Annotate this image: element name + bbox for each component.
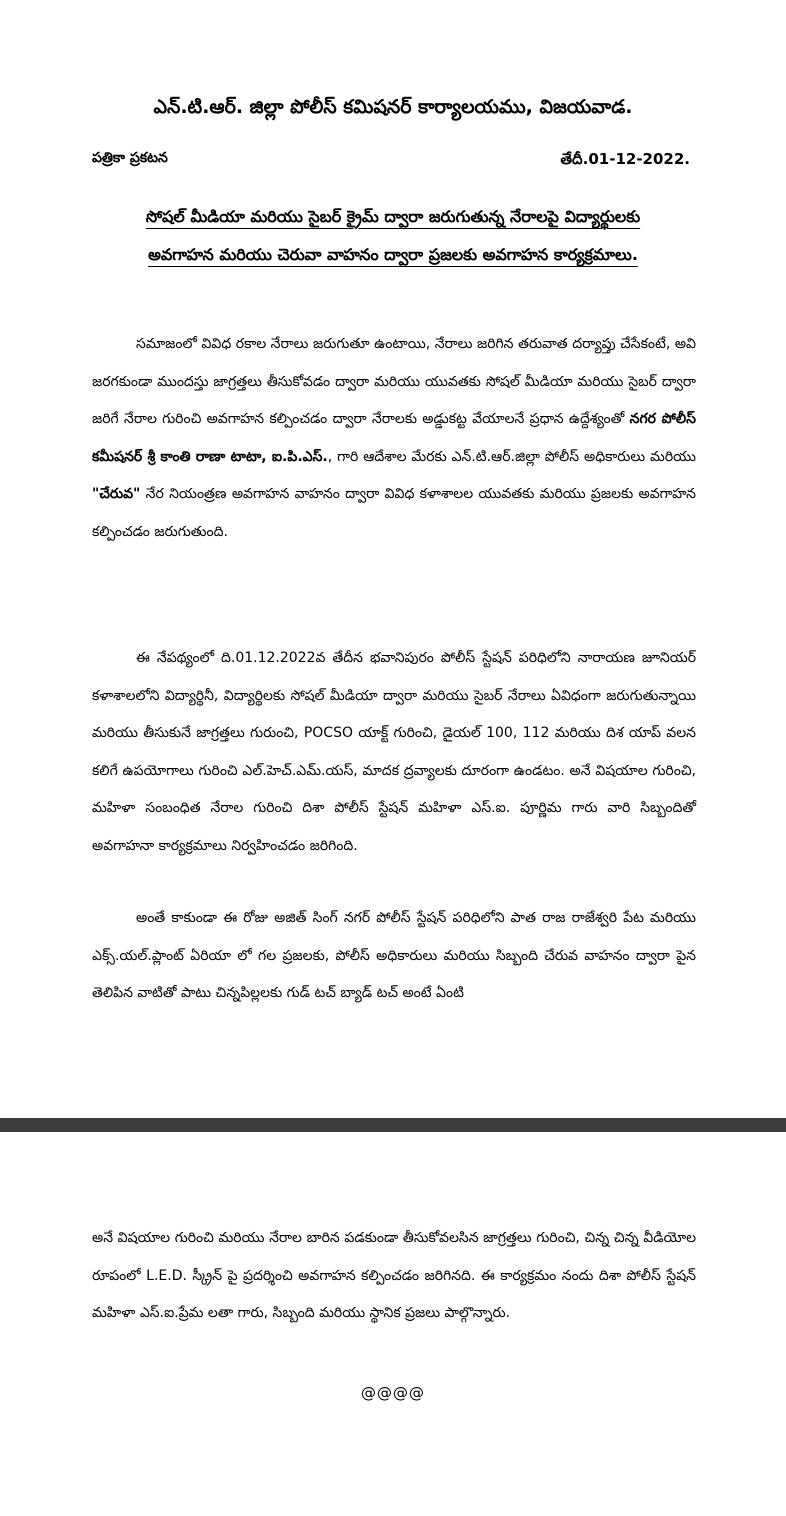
commissioner-name: నగర పోలీస్ కమీషనర్ శ్రీ కాంతి రాణా టాటా, ఐ.పి.ఎస్. <box>92 411 696 465</box>
subject-heading <box>100 198 686 274</box>
release-date: తేదీ.01-12-2022. <box>560 150 690 168</box>
subject-line-1: సోషల్ మీడియా మరియు సైబర్ క్రైమ్ ద్వారా జరుగుతున్న నేరాలపై విద్యార్థులకు <box>145 207 641 226</box>
paragraph-3: అంతే కాకుండా ఈ రోజు అజిత్ సింగ్ నగర్ పోలీస్ స్టేషన్ పరిధిలోని పాత రాజ రాజేశ్వరి పేట మరియు ఎక్స్.యల్.ప్లాంట్ ఏరియా లో గల ప్రజలకు, పోలీస్ అధికారులు మరియు సిబ్బంది చేరువ వాహనం ద్వారా పైన తెలిపిన వాటితో పాటు చిన్నపిల్లలకు గుడ్ టచ్ బ్యాడ్ టచ్ అంటే ఏంటి <box>92 910 696 1001</box>
subject-line-2: అవగాహన మరియు చెరువా వాహనం ద్వారా ప్రజలకు అవగాహన కార్యక్రమాలు. <box>148 245 638 264</box>
page-separator <box>0 1118 786 1132</box>
paragraph-4: అనే విషయాల గురించి మరియు నేరాల బారిన పడకుండా తీసుకోవలసిన జాగ్రత్తలు గురించి, చిన్న చిన్న వీడియోల రూపంలో L.E.D. స్క్రీన్ పై ప్రదర్శించి అవగాహన కల్పించడం జరిగినది. ఈ కార్యక్రమం నందు దిశా పోలీస్ స్టేషన్ మహిళా ఎస్.ఐ.ప్రేమ లతా గారు, సిబ్బంది మరియు స్థానిక ప్రజలు పాల్గొన్నారు. <box>92 1230 696 1321</box>
paragraph-2: ఈ నేపథ్యంలో ది.01.12.2022వ తేదీన భవానిపురం పోలీస్ స్టేషన్ పరిధిలోని నారాయణ జూనియర్ కళాశాలలోని విద్యార్థినీ, విద్యార్థిలకు సోషల్ మీడియా ద్వారా మరియు సైబర్ నేరాలు ఏవిధంగా జరుగుతున్నాయి మరియు తీసుకునే జాగ్రత్తలు గురుంచి, POCSO యాక్ట్ గురించి, డైయల్ 100, 112 మరియు దిశ యాప్ వలన కలిగే ఉపయోగాలు గురించి ఎల్.హెచ్.ఎమ్.యస్, మాదక ద్రవ్యాలకు దూరంగా ఉండటం. అనే విషయాల గురించి, మహిళా సంబంధిత నేరాల గురించి దిశా పోలీస్ స్టేషన్ మహిళా ఎస్.ఐ. పూర్ణిమ గారు వారి సిబ్బందితో అవగాహనా కార్యక్రమాలు నిర్వహించడం జరిగింది. <box>92 650 696 854</box>
press-release-label: పత్రికా ప్రకటన <box>92 150 168 166</box>
office-title: ఎన్.టి.ఆర్. జిల్లా పోలీస్ కమిషనర్ కార్యాలయము, విజయవాడ. <box>153 96 633 118</box>
end-mark: @@@@ <box>361 1384 425 1402</box>
paragraph-1 <box>92 326 696 551</box>
paragraph-1-part-c: నేర నియంత్రణ అవగాహన వాహనం ద్వారా వివిధ కళాశాలల యువతకు మరియు ప్రజలకు అవగాహన కల్పించడం జరుగుతుంది. <box>92 486 696 540</box>
cheruva-vehicle-name: "చేరువ" <box>92 486 141 502</box>
paragraph-1-part-a: సమాజంలో వివిధ రకాల నేరాలు జరుగుతూ ఉంటాయి, నేరాలు జరిగిన తరువాత దర్యాప్తు చేసేకంటే, అవి జరగకుండా ముందస్తు జాగ్రత్తలు తీసుకోవడం ద్వారా మరియు యువతకు సోషల్ మీడియా మరియు సైబర్ ద్వారా జరిగే నేరాల గురించి అవగాహన కల్పించడం ద్వారా నేరాలకు అడ్డుకట్ట వేయాలనే ప్రధాన ఉద్దేశ్యంతో <box>92 336 696 427</box>
paragraph-1-part-b: , గారి ఆదేశాల మేరకు ఎన్.టి.ఆర్.జిల్లా పోలీస్ అధికారులు మరియు <box>327 448 696 465</box>
